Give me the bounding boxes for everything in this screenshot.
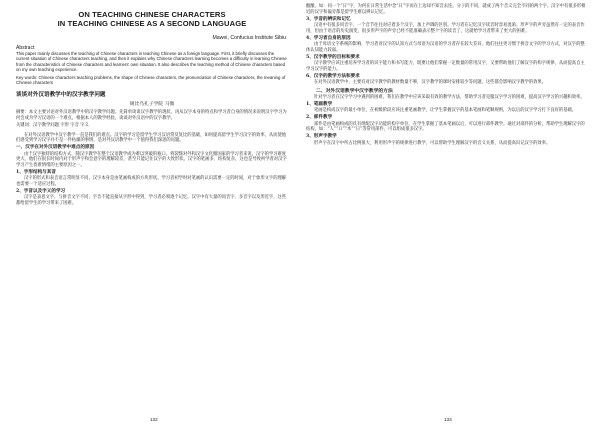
subsection-heading-3: 3、字音的辨识和记忆 bbox=[306, 16, 351, 22]
paper-title-line-2: IN TEACHING CHINESE AS A SECOND LANGUAGE bbox=[57, 19, 247, 28]
abstract-text: This paper mainly discusses the teaching of Chinese characters in teaching Chinese as a foreign language. First, it briefly discusses the current situation of Chinese characters teaching, and then it explains why Chinese characters learning becomes a difficulty in learning Chinese from the characteristics of Chinese characters and learners' own situation. It also describes the teaching method of Chinese characters based on my own teaching experience. bbox=[16, 51, 287, 73]
section-1-paragraph: 由于汉字独特的结构方式，随汉字教学在整个汉语教学成为难以突破的瓶口。将裂缝对外和汉字文化圈国家的学习者来说，汉字的学习难度更大。他们在很长时间内对于形声字和会意字的理解较差，甚至只能记住汉字的大致形状。汉字的笔画多、结构复杂，这也是导致初学者对汉字学习产生畏难情绪的主要原因之一。 bbox=[16, 151, 287, 168]
subsection-1-2-paragraph: 汉字是表意文字，与拼音文字不同，字音不能直接从字形中得到，学习者必须逐个记忆。汉字中有大量的同音字、多音字以及形近字，这些都给留学生的学习带来了困难。 bbox=[16, 195, 287, 206]
author-line: Mawei, Confucius Institute Sibiu bbox=[212, 35, 286, 41]
subsection-6-paragraph: 在对外汉语教学中，主要有对汉字教学的教材数量不够，汉字教学的课时安排较少等问题，这些都会影响汉字教学的效果。 bbox=[314, 80, 547, 85]
abstract-heading: Abstract bbox=[16, 45, 35, 51]
paper-title-line-1: ON TEACHING CHINESE CHARACTERS bbox=[78, 10, 226, 19]
method-2-paragraph: 部件是由笔画构成的具有组配汉字功能的构字单位，在学生掌握了基本笔画以后，可以进行部件教学。通过对部件的分析，帮助学生理解汉字的结构，如：“人”“口”“木”“日”等常用部件，可以组成很多汉字。 bbox=[306, 121, 585, 133]
continued-paragraph: 酿酿、如：同一个“日”字，为何在日常生活中念“日”字而在上边却不知音去连。分子的不同，就成了两个音义完全不同的两个字。汉字中有很多形相近的汉字和偏旁都是留学生难以辨认记忆。 bbox=[306, 4, 586, 15]
subsection-5-paragraph: 汉字教学应该注重培养学习者的识字能力和书写能力，既要让他们掌握一定数量的常用汉字，又要帮助他们了解汉字的构字规律，从而提高自主学习汉字的能力。 bbox=[306, 61, 585, 72]
subsection-heading-1-1: 1、字形结构与其音 bbox=[16, 169, 56, 175]
method-heading-1: 1、笔画教学 bbox=[306, 101, 333, 107]
subsection-heading-4: 4、学习者自身的原因 bbox=[306, 35, 351, 41]
method-heading-3: 3、形声字教学 bbox=[306, 134, 337, 140]
chinese-author: 锡比乌孔子学院 马微 bbox=[129, 102, 175, 108]
subsection-heading-1-2: 2、字音以及字义的学习 bbox=[16, 188, 66, 194]
page-number-right: 133 bbox=[444, 417, 452, 422]
section-heading-1: 一、汉字在对外汉语教学中难点的原因 bbox=[16, 145, 95, 151]
chinese-abstract: 摘要：本文主要讨论对外汉语教学中的汉字教学问题。先简单谈谈汉字教学的现状，再从汉字本身的特点和学习者自身的情况来说明汉字学习为何会成为学习汉语的一个难点，根据本人的教学经验，谈谈对外汉语中的汉字教学。 bbox=[16, 110, 287, 121]
chinese-keywords: 关键词：汉字教学问题 字形 字音 字义 bbox=[16, 122, 89, 128]
section-heading-2: 二、对外汉语教学中汉字教学的方法 bbox=[316, 87, 393, 94]
subsection-4-paragraph: 由于母语文字系统的影响，学习者对汉字的认知方式与母语为汉语的学习者存在较大差异，他们往往更习惯于拼音文字的学习方式，对汉字的整体认知能力较弱。 bbox=[306, 42, 585, 53]
chinese-title: 谈谈对外汉语教学中的汉字教学问题 bbox=[16, 92, 106, 99]
subsection-heading-6: 6、汉字的教学方法和要求 bbox=[306, 73, 360, 79]
method-heading-2: 2、部件教学 bbox=[306, 115, 333, 121]
subsection-3-paragraph: 汉语中有很多同音字，一个音节往往对应着多个汉字，加上声调的区别，学习者在记忆汉字读音时容易混淆。形声字的声旁虽然有一定的表音作用，但由于语音的历史演变，很多形声字的声旁已经不能准确表示整个字的读音了，这就给学习者带来了更大的困难。 bbox=[306, 23, 585, 34]
method-3-paragraph: 形声字在汉字中所占比例很大，利用形声字的规律进行教学，可以帮助学生理解汉字的音义关系，从而提高识记汉字的效率。 bbox=[314, 140, 551, 146]
subsection-1-1-paragraph: 汉字的形式和表音语言常明显不同，汉字本身是由笔画构成的方块形状，学习者初学时对笔画的认识需要一定的时间，对于象形文字的理解也需要一个适应过程。 bbox=[16, 176, 287, 187]
subsection-heading-5: 5、汉字教学的目标和要求 bbox=[306, 54, 360, 60]
page-number-left: 132 bbox=[150, 417, 158, 422]
method-1-paragraph: 笔画是构成汉字的最小单位，在初级阶段应该注重笔画教学，让学生掌握汉字的基本笔画和笔顺规则，为以后的汉字学习打下良好的基础。 bbox=[314, 108, 577, 114]
keywords-text: Key words: Chinese characters teaching problems, the shape of Chinese characters, the pronunciation of Chinese characters, the meaning of Chinese characters bbox=[16, 74, 286, 86]
section-2-paragraph: 针对学习者在汉字学习中遇到的困难，我们在教学中应该采取有效的教学方法，帮助学习者克服汉字学习的困难，提高汉字学习的兴趣和效率。 bbox=[314, 94, 585, 100]
right-page bbox=[300, 0, 600, 424]
intro-paragraph: 在对外汉语教学中汉字教学一直是我们的难点。汉字的学习是留学生学习汉语常反复比的基础，如何提高留学生学习汉字的效率，从而使他们感受到学习汉字并不是一件枯燥的事情，是对外汉语教学中一个值得我们深思的问题。 bbox=[16, 132, 287, 144]
